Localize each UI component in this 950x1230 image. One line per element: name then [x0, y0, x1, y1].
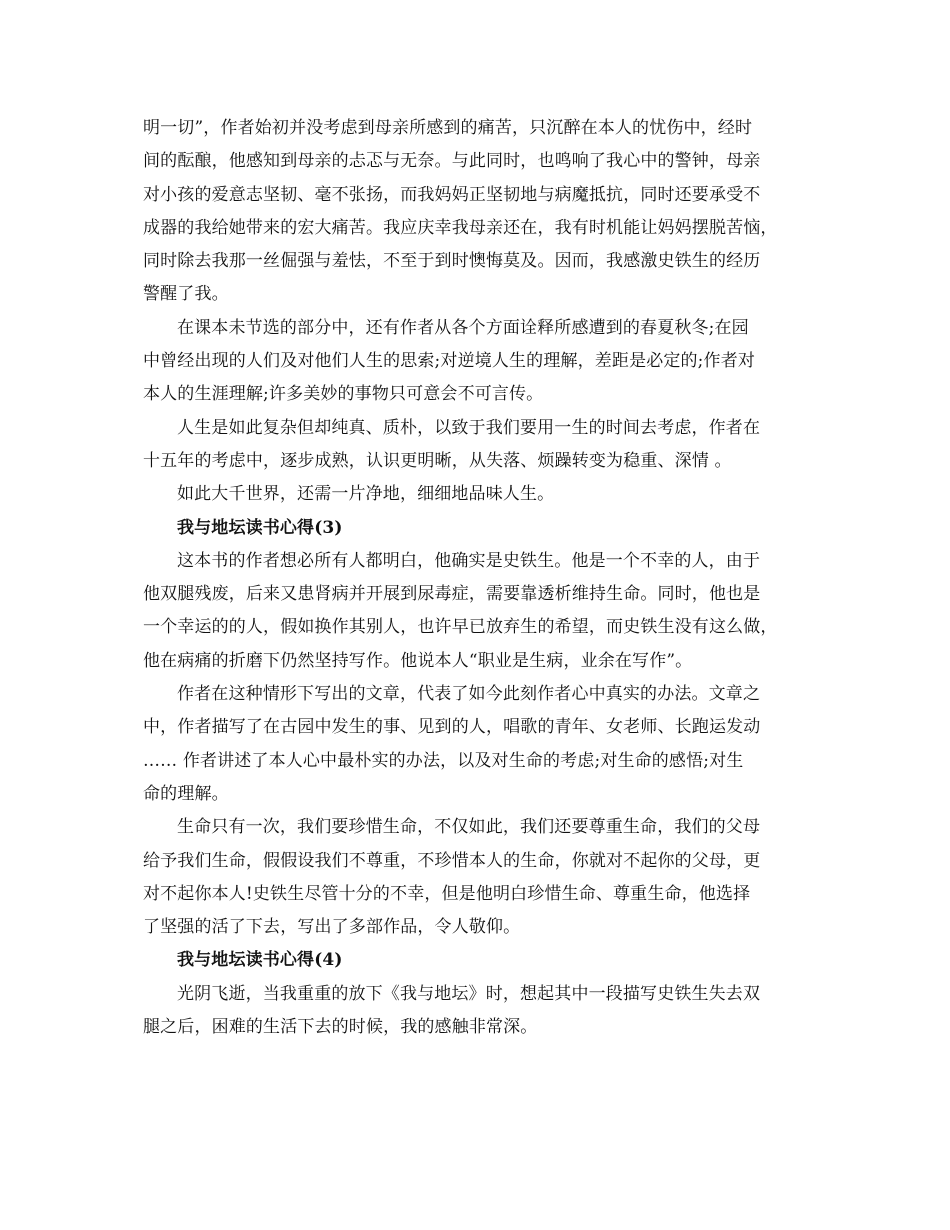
text-line: 腿之后，困难的生活下去的时候，我的感触非常深。	[143, 1017, 538, 1038]
section-heading-4: 我与地坛读书心得(4)	[177, 950, 343, 971]
document-page	[143, 112, 815, 1044]
text-line: 生命只有一次，我们要珍惜生命，不仅如此，我们还要尊重生命，我们的父母	[177, 817, 761, 838]
text-line: 十五年的考虑中，逐步成熟，认识更明晰，从失落、烦躁转变为稳重、深情 。	[143, 450, 732, 471]
text-line: …… 作者讲述了本人心中最朴实的办法，以及对生命的考虑;对生命的感悟;对生	[143, 750, 744, 771]
paragraph-4	[143, 478, 815, 511]
section-heading-3: 我与地坛读书心得(3)	[177, 517, 343, 538]
text-line: 这本书的作者想必所有人都明白，他确实是史铁生。他是一个不幸的人，由于	[177, 550, 761, 571]
text-line: 本人的生涯理解;许多美妙的事物只可意会不可言传。	[143, 384, 544, 405]
text-line: 同时除去我那一丝倔强与羞怯，不至于到时懊悔莫及。因而，我感激史铁生的经历	[143, 251, 761, 272]
text-line: 他在病痛的折磨下仍然坚持写作。他说本人“职业是生病，业余在写作”。	[143, 650, 693, 671]
text-line: 明一切”，作者始初并没考虑到母亲所感到的痛苦，只沉醉在本人的忧伤中，经时	[143, 118, 753, 138]
paragraph-1	[143, 112, 815, 312]
text-line: 对不起你本人!史铁生尽管十分的不幸，但是他明白珍惜生命、尊重生命，他选择	[143, 883, 751, 904]
paragraph-7	[143, 811, 815, 944]
text-line: 对小孩的爱意志坚韧、毫不张扬，而我妈妈正坚韧地与病魔抵抗，同时还要承受不	[143, 184, 761, 205]
paragraph-2	[143, 312, 815, 412]
text-line: 中曾经出现的人们及对他们人生的思索;对逆境人生的理解，差距是必定的;作者对	[143, 351, 756, 372]
text-line: 他双腿残废，后来又患肾病并开展到尿毒症，需要靠透析维持生命。同时，他也是	[143, 584, 761, 605]
text-line: 给予我们生命，假假设我们不尊重，不珍惜本人的生命，你就对不起你的父母，更	[143, 850, 761, 871]
text-line: 成器的我给她带来的宏大痛苦。我应庆幸我母亲还在，我有时机能让妈妈摆脱苦恼，	[143, 217, 778, 238]
text-line: 警醒了我。	[143, 284, 229, 305]
paragraph-3	[143, 412, 815, 479]
paragraph-8	[143, 978, 815, 1045]
text-line: 如此大千世界，还需一片净地，细细地品味人生。	[177, 484, 555, 505]
text-line: 作者在这种情形下写出的文章，代表了如今此刻作者心中真实的办法。文章之	[177, 684, 761, 705]
paragraph-6	[143, 678, 815, 811]
text-line: 在课本未节选的部分中，还有作者从各个方面诠释所感遭到的春夏秋冬;在园	[177, 317, 749, 338]
text-line: 间的酝酿，他感知到母亲的忐忑与无奈。与此同时，也鸣响了我心中的警钟，母亲	[143, 151, 761, 172]
text-line: 人生是如此复杂但却纯真、质朴，以致于我们要用一生的时间去考虑，作者在	[177, 417, 761, 438]
text-line: 命的理解。	[143, 783, 229, 804]
paragraph-5	[143, 545, 815, 678]
text-line: 了坚强的活了下去，写出了多部作品，令人敬仰。	[143, 917, 521, 938]
text-line: 中，作者描写了在古园中发生的事、见到的人，唱歌的青年、女老师、长跑运发动	[143, 717, 761, 738]
text-line: 一个幸运的的人，假如换作其别人，也许早已放弃生的希望，而史铁生没有这么做，	[143, 617, 778, 638]
text-line: 光阴飞逝，当我重重的放下《我与地坛》时，想起其中一段描写史铁生失去双	[177, 983, 761, 1004]
